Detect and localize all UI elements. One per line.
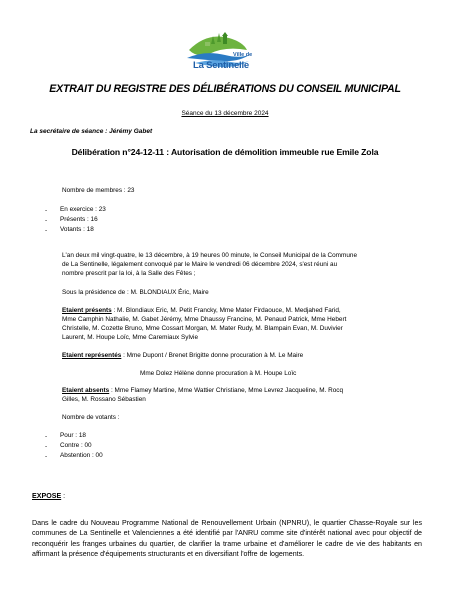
bullet-dash: -: [45, 453, 48, 460]
expose-label: EXPOSE: [32, 492, 62, 500]
document-title: EXTRAIT DU REGISTRE DES DÉLIBÉRATIONS DU CONSEIL MUNICIPAL: [49, 83, 401, 95]
absents-line: [62, 387, 343, 396]
bullet-dash: -: [45, 227, 48, 234]
votants-heading: Nombre de votants :: [62, 414, 120, 421]
intro-line: de La Sentinelle, légalement convoqué par le Maire le vendredi 06 décembre 2024, s'est réuni au: [62, 261, 338, 268]
count-votants: Votants : 18: [60, 226, 94, 233]
absents-line: Gilles, M. Rossano Sébastien: [62, 396, 146, 403]
bullet-dash: -: [45, 207, 48, 214]
count-presents: Présents : 16: [60, 216, 98, 223]
absents-names: : Mme Flamey Martine, Mme Wattier Christiane, Mme Levrez Jacqueline, M. Rocq: [109, 387, 344, 394]
vote-contre: Contre : 00: [60, 442, 92, 449]
secretary-line: La secrétaire de séance : Jérémy Gabet: [30, 128, 153, 135]
represented-line-2: Mme Dolez Hélène donne procuration à M. Houpe Loïc: [140, 370, 297, 377]
vote-abstention: Abstention : 00: [60, 452, 103, 459]
presents-line: Mme Camphin Nathalie, M. Gabet Jérémy, Mme Dhaussy Francine, M. Penaud Patrick, Mme Hebert: [62, 316, 347, 323]
represented-names: : Mme Dupont / Brenet Brigitte donne procuration à M. Le Maire: [121, 352, 304, 359]
intro-line: L'an deux mil vingt-quatre, le 13 décembre, à 19 heures 00 minute, le Conseil Municipal de la Commune: [62, 252, 357, 259]
presents-line: Christelle, M. Cozette Bruno, Mme Cossart Morgan, M. Mater Rudy, M. Blampain Evan, M. Duvivier: [62, 325, 343, 332]
deliberation-heading: Délibération n°24-12-11 : Autorisation de démolition immeuble rue Emile Zola: [71, 147, 379, 157]
represented-label: Etaient représentés: [62, 352, 122, 359]
expose-colon: :: [61, 492, 66, 500]
vote-pour: Pour : 18: [60, 432, 86, 439]
presents-line: Laurent, M. Houpe Loïc, Mme Caremiaux Sylvie: [62, 334, 199, 341]
absents-label: Etaient absents: [62, 387, 110, 394]
presents-names: : M. Blondiaux Eric, M. Petit Francky, Mme Mater Firdaouce, M. Medjahed Farid,: [111, 307, 341, 314]
intro-line: nombre prescrit par la loi, à la Salle des Fêtes ;: [62, 270, 196, 277]
represented-line: [62, 352, 303, 361]
count-en-exercice: En exercice : 23: [60, 206, 106, 213]
seance-date: Séance du 13 décembre 2024: [181, 110, 269, 117]
presidence-line: Sous la présidence de : M. BLONDIAUX Éric, Maire: [62, 289, 209, 296]
presents-line: [62, 307, 341, 316]
presents-label: Etaient présents: [62, 307, 112, 314]
bullet-dash: -: [45, 443, 48, 450]
expose-paragraph: Dans le cadre du Nouveau Programme National de Renouvellement Urbain (NPNRU), le quartier Chasse-Royale sur les communes de La Sentinelle et Valenciennes a été identifié par l'ANRU comme site d'intérêt national avec pour objectif de reconquérir les franges urbaines du quartier, de clarifier la trame urbaine et d'améliorer le cadre de vie des habitants en affirmant la présence d'équipements structurants et en diversifiant l'offre de logements.: [32, 519, 422, 559]
bullet-dash: -: [45, 217, 48, 224]
logo-text-ville: Ville de: [233, 52, 253, 58]
bullet-dash: -: [45, 433, 48, 440]
logo-text-name: La Sentinelle: [193, 60, 250, 71]
members-count: Nombre de membres : 23: [62, 187, 135, 194]
expose-heading: [32, 492, 65, 501]
